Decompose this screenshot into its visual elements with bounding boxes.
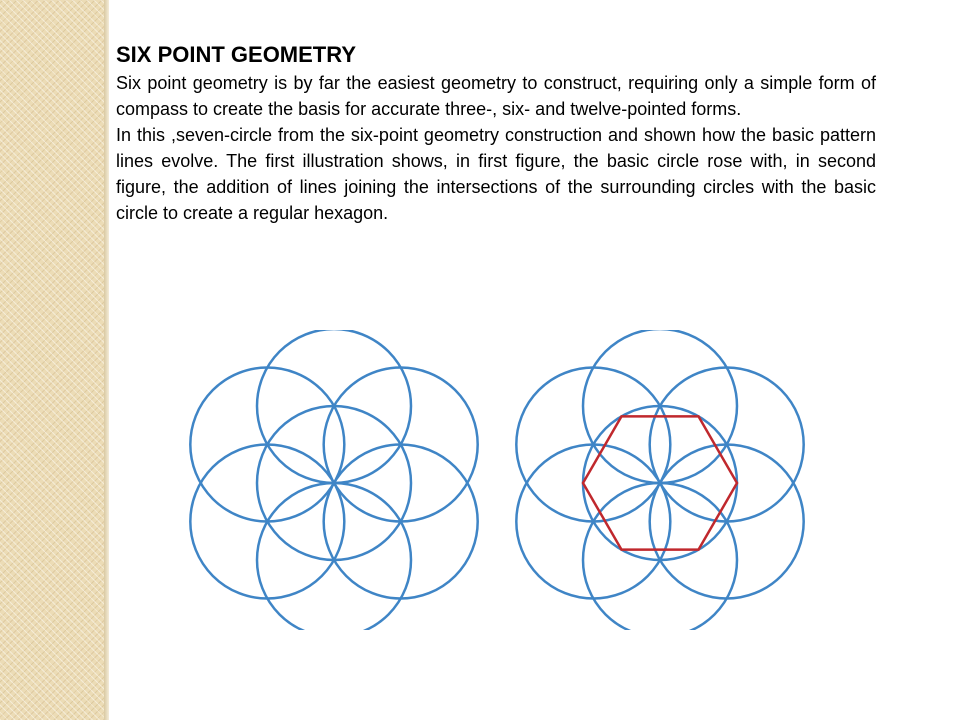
slide-content — [116, 40, 876, 226]
figures-area — [170, 330, 810, 630]
side-strip-edge — [104, 0, 109, 720]
outer-circle — [257, 483, 411, 630]
paragraph-intro: Six point geometry is by far the easiest geometry to construct, requiring only a simple form of compass to create the basis for accurate three-, six- and twelve-pointed forms. — [116, 73, 876, 119]
outer-circle — [583, 483, 737, 630]
geometry-figures — [170, 330, 810, 630]
decorative-side-strip — [0, 0, 104, 720]
circle-rose-with-hexagon — [516, 330, 803, 630]
basic-circle-rose — [190, 330, 477, 630]
paragraph-description: In this ,seven-circle from the six-point geometry construction and shown how the basic pattern lines evolve. The first illustration shows, in first figure, the basic circle rose with, in second figure, the addition of lines joining the intersections of the surrounding circles with the basic circle to create a regular hexagon. — [116, 125, 876, 223]
slide-title: SIX POINT GEOMETRY — [116, 42, 356, 67]
